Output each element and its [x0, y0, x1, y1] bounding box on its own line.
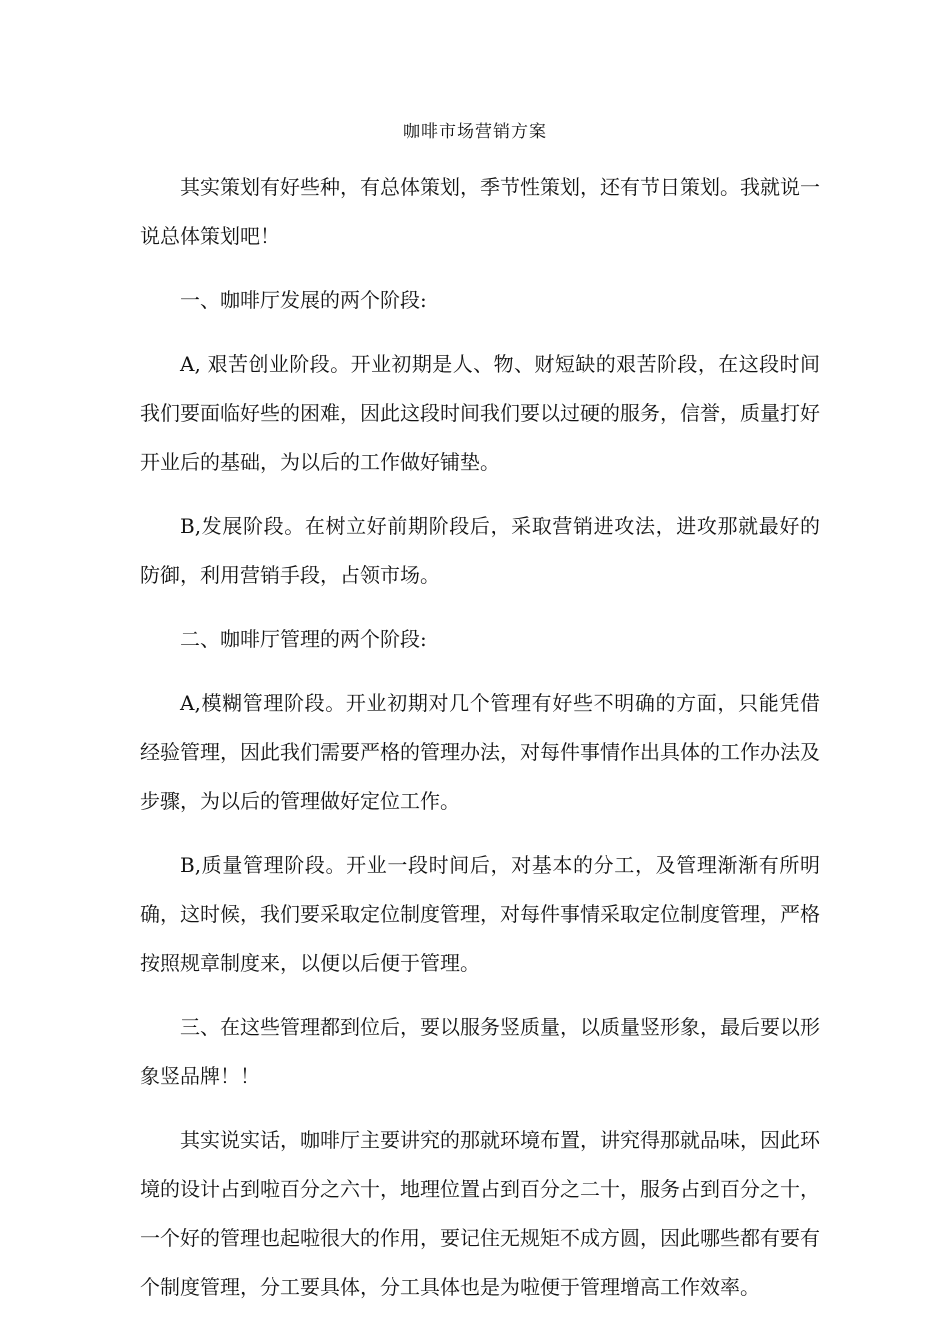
- paragraph-conclusion: 其实说实话，咖啡厅主要讲究的那就环境布置，讲究得那就品味，因此环境的设计占到啦百分之六十，地理位置占到百分之二十，服务占到百分之十，一个好的管理也起啦很大的作用，要记住无规矩不成方圆，因此哪些都有要有个制度管理，分工要具体，分工具体也是为啦便于管理增高工作效率。: [140, 1128, 820, 1299]
- paragraph-management-a: A,模糊管理阶段。开业初期对几个管理有好些不明确的方面，只能凭借经验管理，因此我们需要严格的管理办法，对每件事情作出具体的工作办法及步骤，为以后的管理做好定位工作。: [140, 691, 820, 813]
- paragraph-section-three: 三、在这些管理都到位后，要以服务竖质量，以质量竖形象，最后要以形象竖品牌！！: [140, 1015, 820, 1088]
- paragraph-development-b: B,发展阶段。在树立好前期阶段后，采取营销进攻法，进攻那就最好的防御，利用营销手段，占领市场。: [140, 514, 820, 587]
- paragraph-intro: 其实策划有好些种，有总体策划，季节性策划，还有节日策划。我就说一说总体策划吧！: [140, 175, 820, 248]
- section-heading-management: 二、咖啡厅管理的两个阶段:: [180, 627, 427, 651]
- document-body: [140, 163, 820, 1327]
- paragraph-management-b: B,质量管理阶段。开业一段时间后，对基本的分工，及管理渐渐有所明确，这时候，我们要采取定位制度管理，对每件事情采取定位制度管理，严格按照规章制度来，以便以后便于管理。: [140, 853, 820, 975]
- section-heading-development: 一、咖啡厅发展的两个阶段:: [180, 288, 427, 312]
- document-title: 咖啡市场营销方案: [403, 122, 547, 142]
- paragraph-development-a: A, 艰苦创业阶段。开业初期是人、物、财短缺的艰苦阶段，在这段时间我们要面临好些的困难，因此这段时间我们要以过硬的服务，信誉，质量打好开业后的基础，为以后的工作做好铺垫。: [140, 352, 820, 474]
